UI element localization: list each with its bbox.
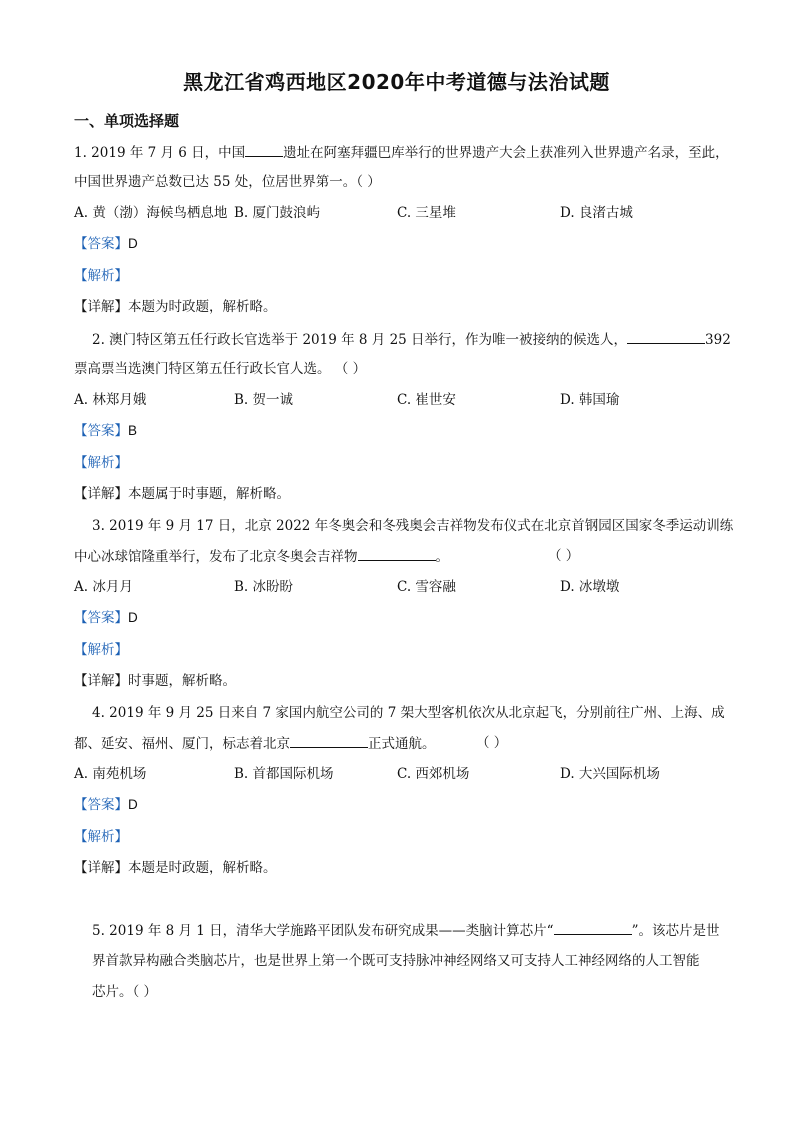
question-3-line-2 xyxy=(74,546,449,567)
question-1-option-d: D. 良渚古城 xyxy=(560,205,633,221)
question-4-option-d: D. 大兴国际机场 xyxy=(560,766,660,782)
answer-value: D xyxy=(128,610,138,625)
detail-text: 本题属于时事题，解析略。 xyxy=(128,486,290,502)
question-3-detail xyxy=(74,671,236,691)
detail-text: 本题为时政题，解析略。 xyxy=(128,299,277,315)
question-2-line-2: 票高票当选澳门特区第五任行政长官人选。 （ ） xyxy=(74,361,367,377)
answer-label: 【答案】 xyxy=(74,236,128,252)
analysis-label: 【解析】 xyxy=(74,829,128,845)
question-2-option-c: C. 崔世安 xyxy=(397,392,456,408)
page-title: 黑龙江省鸡西地区2020年中考道德与法治试题 xyxy=(183,70,610,94)
detail-text: 本题是时政题，解析略。 xyxy=(128,860,277,876)
question-1-line-1 xyxy=(74,142,729,163)
question-2-option-d: D. 韩国瑜 xyxy=(560,392,620,408)
question-4-option-a: A. 南苑机场 xyxy=(74,766,147,782)
question-1-answer xyxy=(74,234,138,254)
question-1-option-c: C. 三星堆 xyxy=(397,205,456,221)
question-2-option-b: B. 贺一诚 xyxy=(234,392,294,408)
question-4-text-b: 正式通航。 xyxy=(368,736,436,752)
question-3-analysis xyxy=(74,640,128,660)
question-4-option-c: C. 西郊机场 xyxy=(397,766,470,782)
question-2-detail xyxy=(74,484,290,504)
fill-blank xyxy=(245,142,283,157)
question-4-paren: （ ） xyxy=(476,735,508,751)
question-2-text-b: 392 xyxy=(705,332,731,348)
question-3-option-c: C. 雪容融 xyxy=(397,579,456,595)
fill-blank xyxy=(290,733,368,748)
question-4-analysis xyxy=(74,827,128,847)
question-3-answer xyxy=(74,608,138,628)
detail-label: 【详解】 xyxy=(74,673,128,689)
question-2-text-a: 2. 澳门特区第五任行政长官选举于 2019 年 8 月 25 日举行，作为唯一被接纳的候选人， xyxy=(92,332,628,348)
question-1-option-b: B. 厦门鼓浪屿 xyxy=(234,205,321,221)
fill-blank xyxy=(358,546,436,561)
question-2-answer xyxy=(74,421,137,441)
question-5-text-a: 5. 2019 年 8 月 1 日，清华大学施路平团队发布研究成果——类脑计算芯片“ xyxy=(92,923,554,939)
question-5-line-2: 界首款异构融合类脑芯片，也是世界上第一个既可支持脉冲神经网络又可支持人工神经网络的人工智能 xyxy=(92,953,700,969)
question-1-text-b: 遗址在阿塞拜疆巴库举行的世界遗产大会上获准列入世界遗产名录，至此， xyxy=(283,145,729,161)
detail-label: 【详解】 xyxy=(74,486,128,502)
question-4-detail xyxy=(74,858,277,878)
answer-label: 【答案】 xyxy=(74,797,128,813)
question-3-line-1: 3. 2019 年 9 月 17 日，北京 2022 年冬奥会和冬残奥会吉祥物发布仪式在北京首钢园区国家冬季运动训练 xyxy=(92,518,734,534)
question-3-option-d: D. 冰墩墩 xyxy=(560,579,620,595)
question-1-line-2: 中国世界遗产总数已达 55 处，位居世界第一。（ ） xyxy=(74,174,381,190)
detail-text: 时事题，解析略。 xyxy=(128,673,236,689)
question-2-analysis xyxy=(74,453,128,473)
answer-value: D xyxy=(128,236,138,251)
question-2-option-a: A. 林郑月娥 xyxy=(74,392,147,408)
detail-label: 【详解】 xyxy=(74,299,128,315)
analysis-label: 【解析】 xyxy=(74,455,128,471)
question-4-text-a: 都、延安、福州、厦门，标志着北京 xyxy=(74,736,290,752)
question-3-text-a: 中心冰球馆隆重举行，发布了北京冬奥会吉祥物 xyxy=(74,549,358,565)
question-4-answer xyxy=(74,795,138,815)
fill-blank xyxy=(554,920,632,935)
question-5-line-1 xyxy=(92,920,719,941)
analysis-label: 【解析】 xyxy=(74,268,128,284)
question-5-text-b: ”。该芯片是世 xyxy=(631,923,720,939)
question-3-text-b: 。 xyxy=(435,549,449,565)
detail-label: 【详解】 xyxy=(74,860,128,876)
fill-blank xyxy=(627,329,705,344)
question-4-line-1: 4. 2019 年 9 月 25 日来自 7 家国内航空公司的 7 架大型客机依次从北京起飞，分别前往广州、上海、成 xyxy=(92,705,725,721)
question-4-option-b: B. 首都国际机场 xyxy=(234,766,334,782)
section-heading: 一、单项选择题 xyxy=(74,112,180,130)
answer-label: 【答案】 xyxy=(74,610,128,626)
question-5-line-3: 芯片。（ ） xyxy=(92,984,158,1000)
question-1-text-a: 1. 2019 年 7 月 6 日，中国 xyxy=(74,145,246,161)
analysis-label: 【解析】 xyxy=(74,642,128,658)
question-2-line-1 xyxy=(92,329,731,350)
question-4-line-2 xyxy=(74,733,436,754)
answer-value: B xyxy=(128,423,138,438)
question-3-paren: （ ） xyxy=(548,548,580,564)
question-3-option-a: A. 冰月月 xyxy=(74,579,133,595)
question-1-option-a: A. 黄（渤）海候鸟栖息地 xyxy=(74,205,228,221)
answer-label: 【答案】 xyxy=(74,423,128,439)
question-3-option-b: B. 冰盼盼 xyxy=(234,579,294,595)
answer-value: D xyxy=(128,797,138,812)
question-1-analysis xyxy=(74,266,128,286)
question-1-detail xyxy=(74,297,277,317)
